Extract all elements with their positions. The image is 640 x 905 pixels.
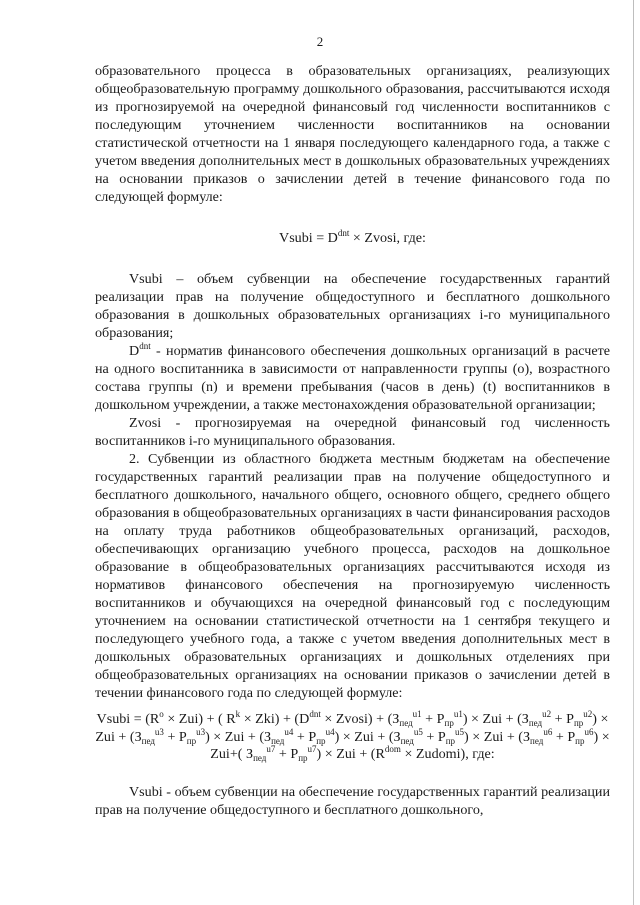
definition-vsubi-general: Vsubi - объем субвенции на обеспечение государственных гарантий реализации прав на получение общедоступного и бесплатного дошкольного,	[95, 783, 610, 818]
paragraph-section-2: 2. Субвенции из областного бюджета местным бюджетам на обеспечение государственных гарантий реализации прав на получение общедоступного и бесплатного дошкольного, начального общего, основного общего, среднего общего образования в общеобразовательных организациях в части финансирования расходов на оплату труда работников общеобразовательных организаций, расходов, обеспечивающих организацию учебного процесса, расходов на дошкольное образование в общеобразовательных организациях рассчитываются исходя из нормативов финансового обеспечения на прогнозируемую численность воспитанников и обучающихся на очередной финансовый год с последующим уточнением на основании статистической отчетности на 1 сентября текущего и последующего учебного года, а также с учетом введения дополнительных мест в дошкольных образовательных организациях и дошкольных отделениях при общеобразовательных организациях на основании приказов о зачислении детей в течении финансового года по следующей формуле:	[95, 451, 610, 701]
definition-zvosi: Zvosi - прогнозируемая на очередной финансовый год численность воспитанников i-го муниципального образования.	[95, 415, 610, 449]
definition-ddnt: $D^{dnt}$ - норматив финансового обеспечения дошкольных организаций в расчете на одного воспитанника в зависимости от направленности группы (о), возрастного состава группы (n) и времени пребывания (часов в день) (t) воспитанников в дошкольном учреждении, а также местонахождения образовательной организации;	[95, 341, 610, 413]
scan-edge	[633, 0, 634, 905]
paragraph-continuation: образовательного процесса в образовательных организациях, реализующих общеобразовательную программу дошкольного образования, рассчитываются исходя из прогнозируемой на очередной финансовый год численности воспитанников с последующим уточнением численности воспитанников на основании статистической отчетности на 1 января последующего календарного года, а также с учетом введения дополнительных мест в дошкольных образовательных учреждениях на основании приказов о зачислении детей в течение финансового года по следующей формуле:	[95, 63, 610, 205]
page-number: 2	[316, 34, 324, 49]
formula-vsubi-general: Vsubi = $(R^o \times Zui)$ + ( $R^k \times Zki) + (D^{dnt}$ × Zvosi) + $(З_{пед}^{u1} + P_{пр}^{u1})$ × Zui + $(З_{пед}^{u2} + P_{пр}^{u2})$ × Zui + $(З_{пед}^{u3} + P_{пр}^{u3})$ × Zui + $(З_{пед}^{u4} + P_{пр}^{u4})$ × Zui + $(З_{пед}^{u5} + P_{пр}^{u5})$ × Zui + $(З_{пед}^{u6} + P_{пр}^{u6}) \times Zui+$( $З_{пед}^{u7} + P_{пр}^{u7}$) × Zui + ($R^{dom}$ × Zudomi), где:	[95, 709, 610, 763]
document-body	[95, 62, 610, 819]
definition-vsubi: Vsubi – объем субвенции на обеспечение государственных гарантий реализации прав на получение общедоступного и бесплатного дошкольного образования в дошкольных образовательных организациях i-го муниципального образования;	[95, 271, 610, 341]
formula-vsubi-preschool: Vsubi = $D^{dnt}$ × Zvosi, где:	[279, 228, 426, 246]
